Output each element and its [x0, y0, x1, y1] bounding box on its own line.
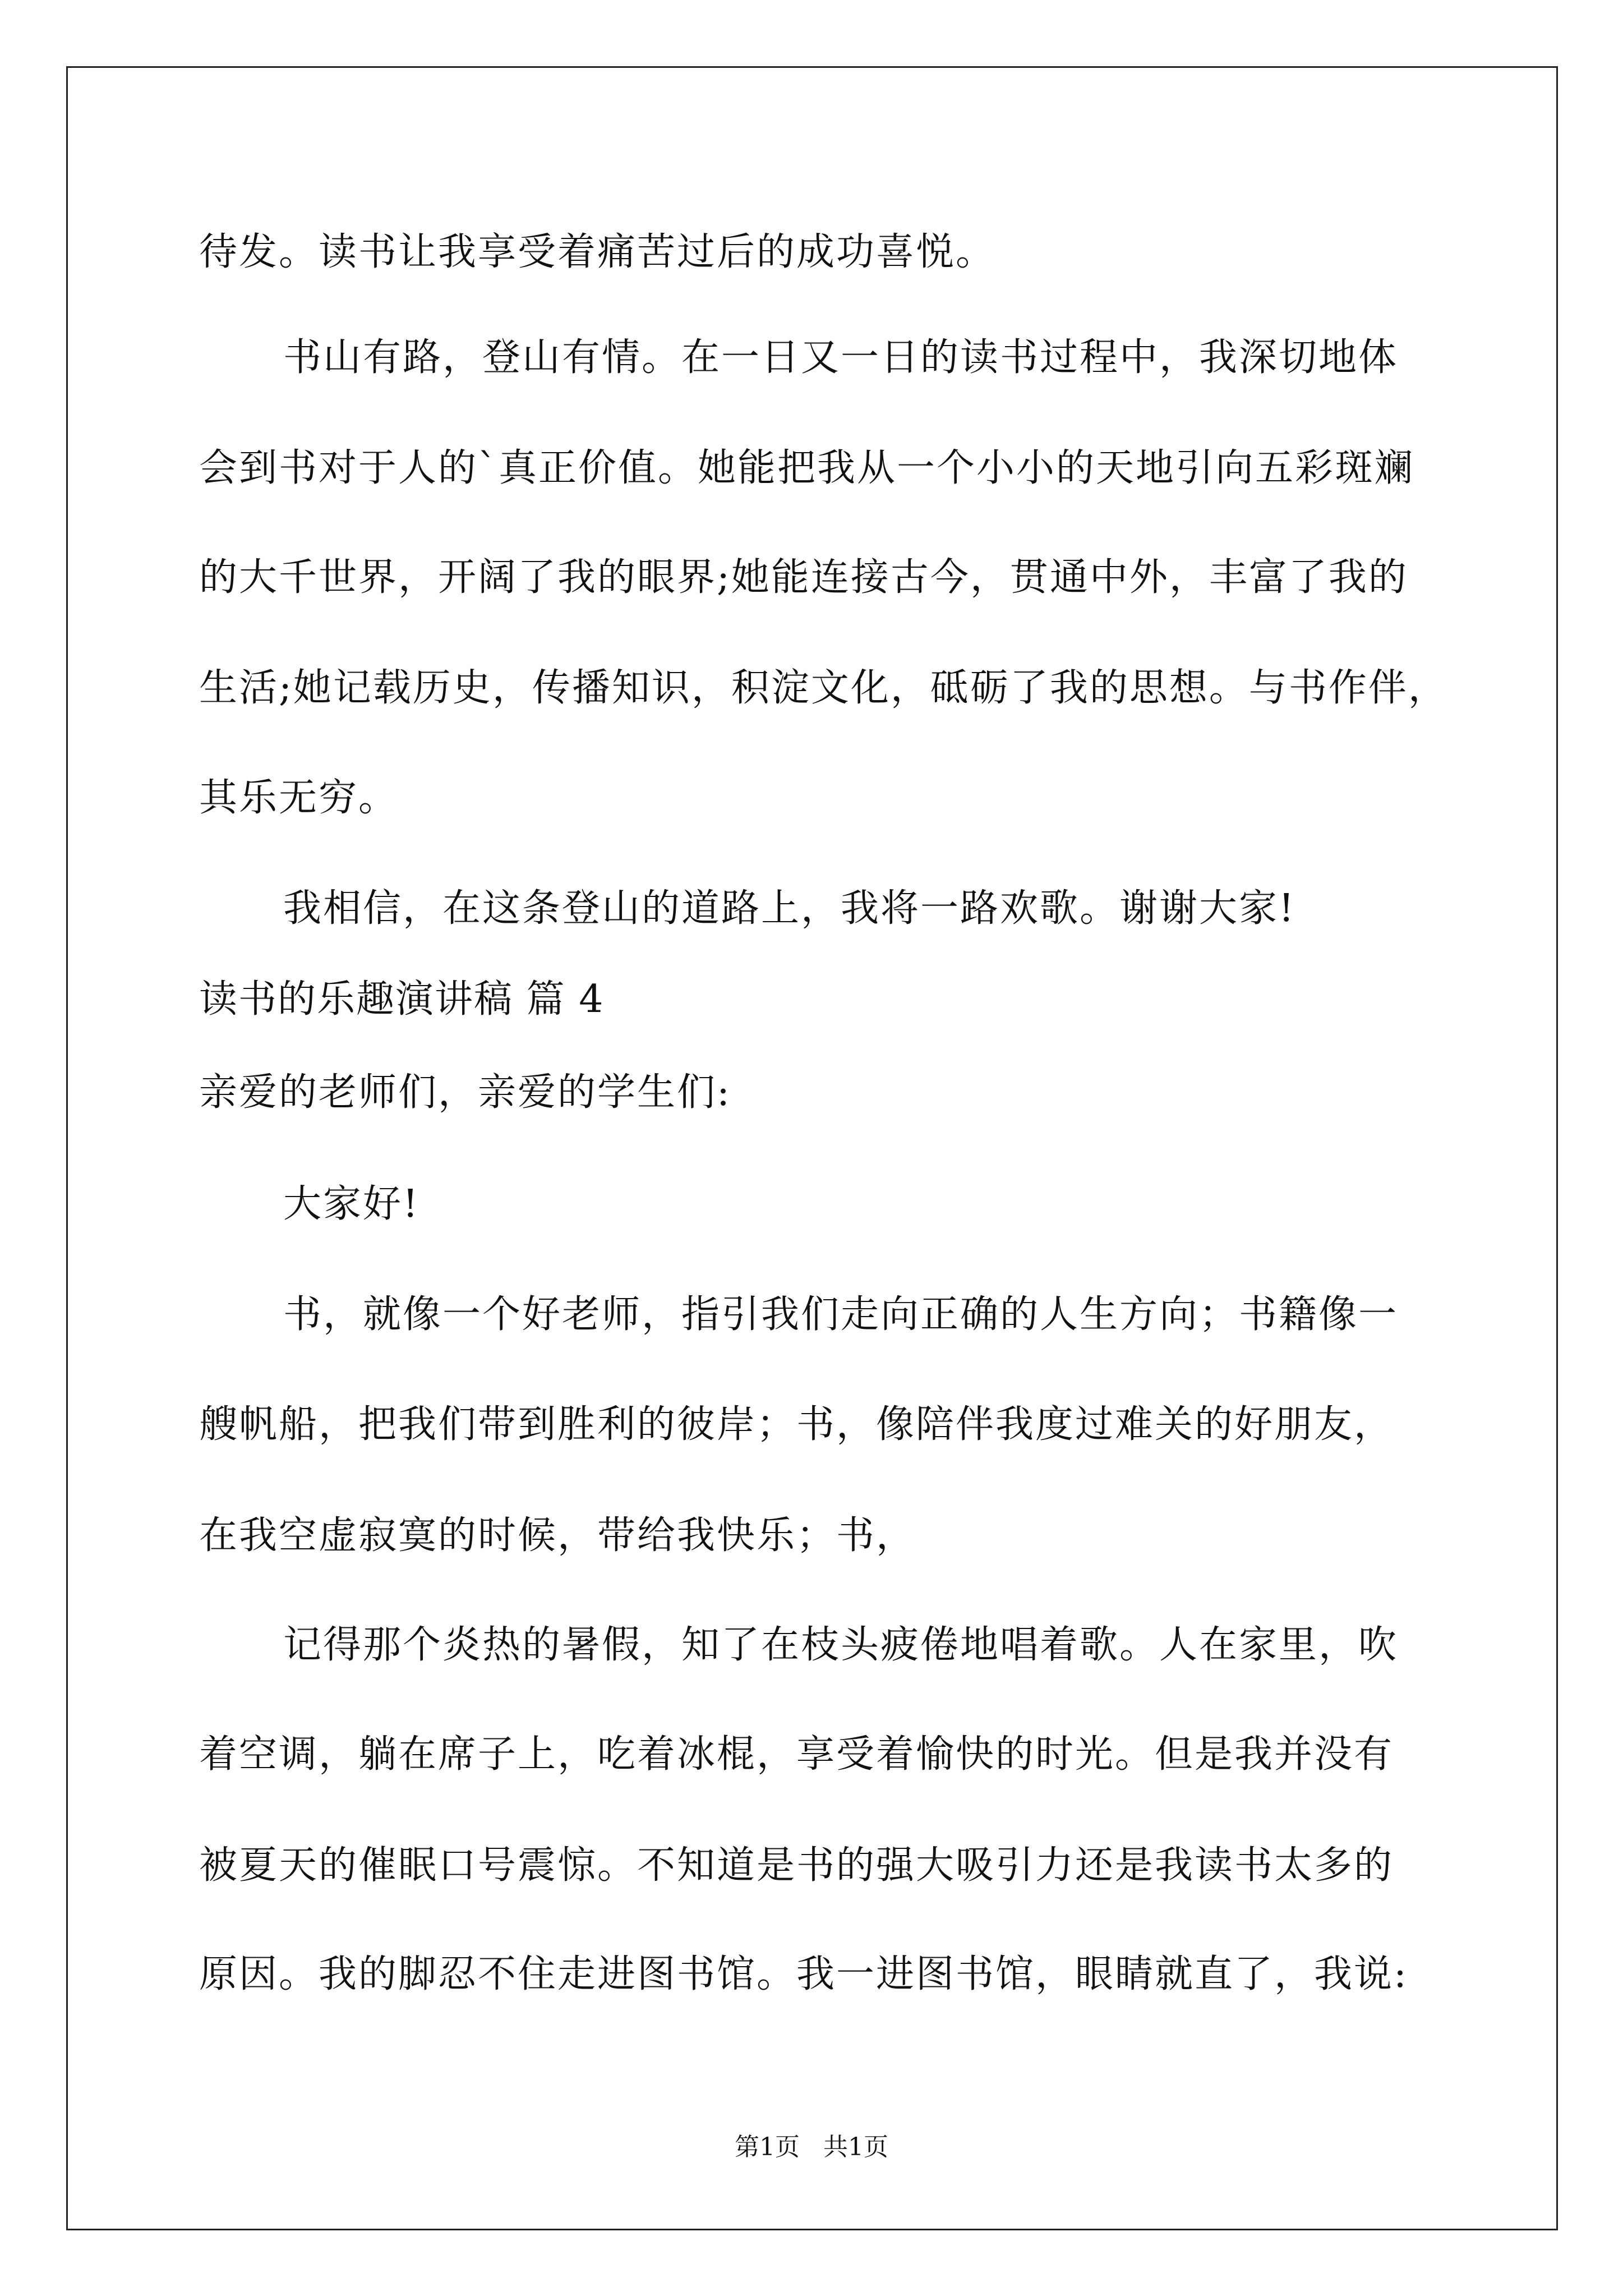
- text-line: 原因。我的脚忍不住走进图书馆。我一进图书馆，眼睛就直了，我说:: [199, 1952, 1408, 1996]
- text-line: 会到书对于人的`真正价值。她能把我从一个小小的天地引向五彩斑斓: [199, 446, 1415, 490]
- text-line: 艘帆船，把我们带到胜利的彼岸；书，像陪伴我度过难关的好朋友，: [199, 1402, 1394, 1447]
- page-border: [66, 66, 1558, 2230]
- text-line: 的大千世界，开阔了我的眼界;她能连接古今，贯通中外，丰富了我的: [199, 555, 1408, 600]
- text-line: 大家好!: [283, 1182, 420, 1226]
- text-line: 待发。读书让我享受着痛苦过后的成功喜悦。: [199, 230, 996, 274]
- text-line: 在我空虚寂寞的时候，带给我快乐；书，: [199, 1513, 916, 1558]
- section-heading: 读书的乐趣演讲稿 篇 4: [199, 977, 605, 1022]
- text-line: 其乐无穷。: [199, 776, 399, 820]
- text-line: 着空调，躺在席子上，吃着冰棍，享受着愉快的时光。但是我并没有: [199, 1732, 1394, 1777]
- text-line: 记得那个炎热的暑假，知了在枝头疲倦地唱着歌。人在家里，吹: [283, 1623, 1399, 1667]
- text-line: 生活;她记载历史，传播知识，积淀文化，砥砺了我的思想。与书作伴，: [199, 666, 1448, 710]
- text-line: 被夏天的催眠口号震惊。不知道是书的强大吸引力还是我读书太多的: [199, 1843, 1394, 1888]
- text-line: 书山有路，登山有情。在一日又一日的读书过程中，我深切地体: [283, 335, 1399, 380]
- text-line: 我相信，在这条登山的道路上，我将一路欢歌。谢谢大家!: [283, 886, 1296, 931]
- text-line: 亲爱的老师们，亲爱的学生们:: [199, 1070, 731, 1115]
- text-line: 书，就像一个好老师，指引我们走向正确的人生方向；书籍像一: [283, 1292, 1399, 1337]
- page-footer: 第1页 共1页: [735, 2133, 888, 2161]
